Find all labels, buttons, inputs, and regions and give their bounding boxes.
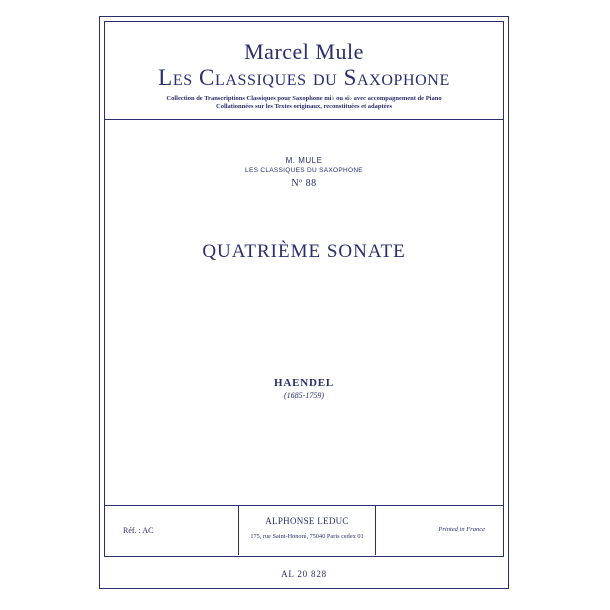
composer-dates: (1685-1759) (284, 391, 324, 400)
publisher-address: 175, rue Saint-Honoré, 75040 Paris cedex 01 (250, 533, 364, 540)
publisher-name: ALPHONSE LEDUC (265, 516, 349, 526)
series-description-line-2: Collationnées sur les Textes originaux, reconstituées et adaptées (216, 103, 392, 110)
catalog-number: AL 20 828 (281, 569, 327, 579)
composer-name: HAENDEL (274, 377, 334, 389)
footer (105, 505, 503, 556)
work-title: QUATRIÈME SONATE (202, 241, 406, 262)
reference-code: Réf. : AC (123, 526, 154, 535)
series-author: Marcel Mule (244, 39, 364, 64)
caption-number: Nº 88 (291, 178, 317, 189)
score-cover (99, 16, 509, 589)
series-description-line-1: Collection de Transcriptions Classiques pour Saxophone mi♭ ou si♭ avec accompagnement de Piano (166, 95, 442, 102)
series-header (105, 22, 503, 120)
inner-frame (104, 21, 504, 557)
publisher-box (238, 505, 376, 555)
caption-author: M. MULE (285, 156, 323, 165)
printed-in: Printed in France (438, 526, 485, 533)
series-title: Les Classiques du Saxophone (158, 65, 450, 90)
caption-collection: LES CLASSIQUES DU SAXOPHONE (245, 167, 363, 174)
